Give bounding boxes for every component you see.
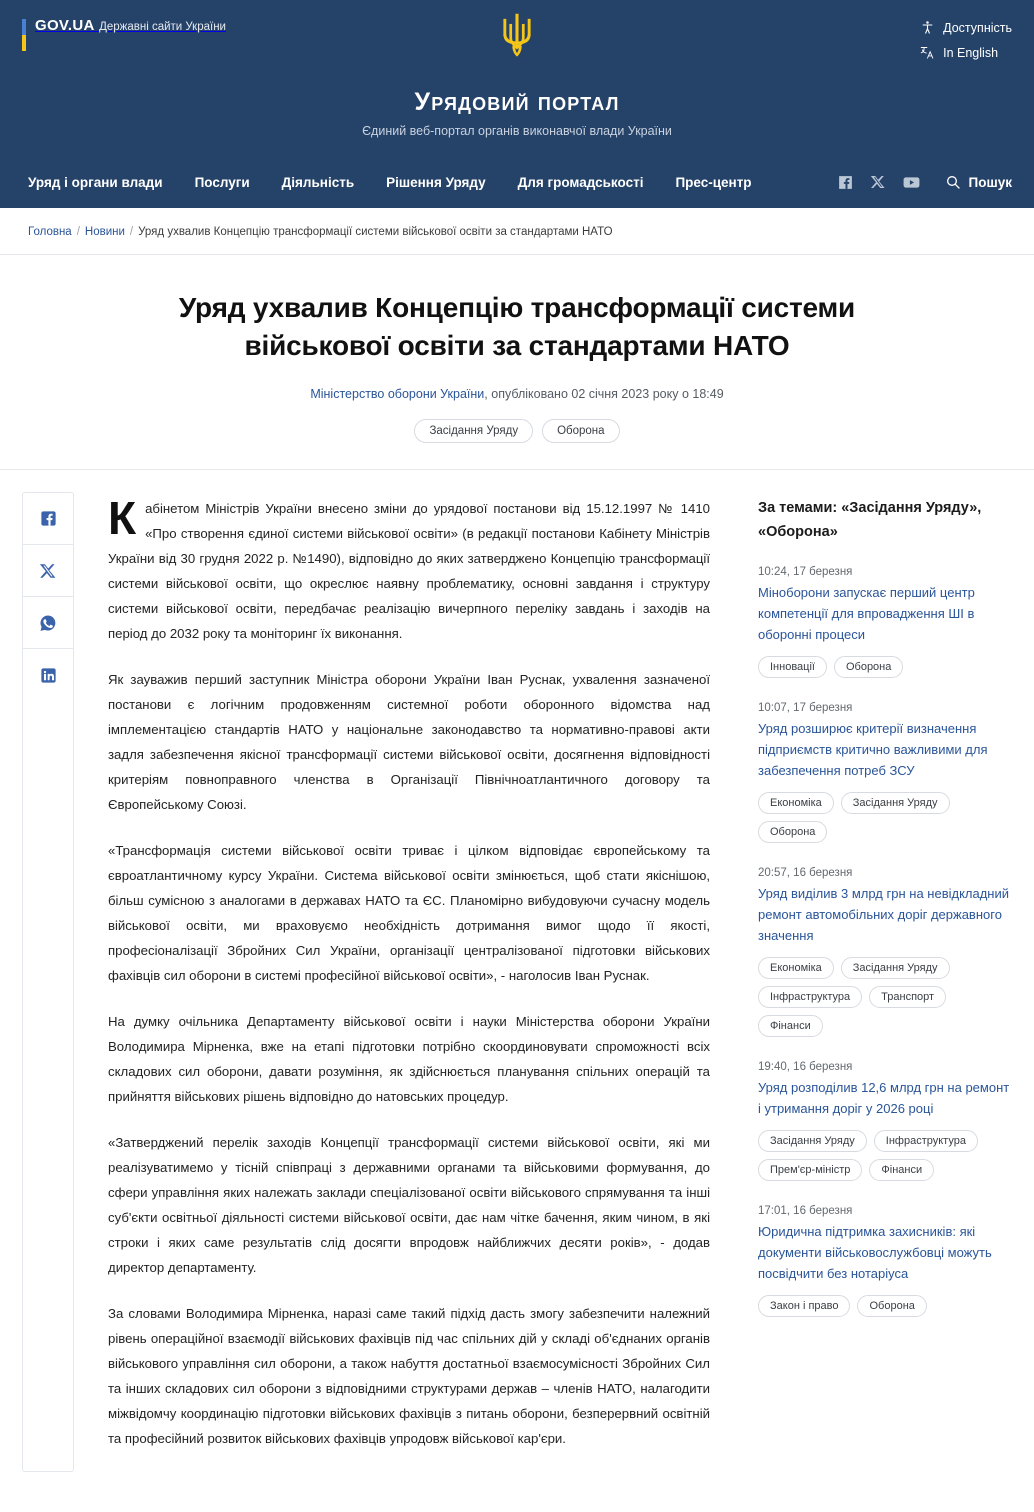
page-title: Уряд ухвалив Концепцію трансформації системи військової освіти за стандартами НАТО: [178, 292, 856, 361]
breadcrumb-separator-2: /: [129, 226, 134, 238]
article-paragraph: За словами Володимира Мірненка, наразі саме такий підхід дасть змогу забезпечити належний рівень операційної взаємодії військових фахівців під час спільних дій у складі об'єднаних органів військового управління сил оборони, а також набуття достатньої взаємосумісності Збройних Сил та інших складових сил оборони з відповідними структурами держав – членів НАТО, налагодити міжвідомчу координацію підготовки військових фахівців з питань оборони, безперервний освітній та професійний розвиток військових фахівців упродовж військової кар'єри.: [108, 1306, 710, 1446]
article-paragraph: Кабінетом Міністрів України внесено зміни до урядової постанови від 15.12.1997 № 1410 «Про створення єдиної системи військової освіти» (в редакції постанови Кабінету Міністрів України від 30 грудня 2022 р. №1490), відповідно до яких затверджено Концепцію трансформації системи військової освіти, що окреслює наявну проблематику, основні завдання і структуру системи військової освіти, передбачає реалізацію вичерпного переліку завдань і заходів на період до 2032 року та моніторинг їх виконання.: [108, 492, 710, 641]
article-source-link[interactable]: Міністерство оборони України: [310, 387, 485, 401]
news-title-link[interactable]: Уряд розширює критерії визначення підприємств критично важливими для забезпечення потреб ЗСУ: [758, 721, 988, 778]
article-published: , опубліковано 02 січня 2023 року о 18:49: [484, 387, 724, 401]
translate-icon: [920, 45, 935, 60]
main-navigation: [0, 156, 1034, 208]
news-title-link[interactable]: Уряд розподілив 12,6 млрд грн на ремонт і утримання доріг у 2026 році: [758, 1080, 1010, 1116]
article-body: [96, 470, 744, 1472]
search-button[interactable]: [945, 174, 1012, 190]
nav-item-activity[interactable]: Діяльність: [281, 174, 355, 190]
share-whatsapp-button[interactable]: [23, 597, 73, 649]
news-tag[interactable]: Економіка: [758, 957, 834, 979]
news-tag-list: [758, 656, 1012, 678]
site-title: Урядовий портал: [414, 88, 620, 116]
article-tags: [120, 419, 914, 443]
govua-title: GOV.UA: [35, 17, 95, 34]
article-tag[interactable]: Засідання Уряду: [414, 419, 533, 443]
breadcrumb-current: Уряд ухвалив Концепцію трансформації системи військової освіти за стандартами НАТО: [138, 226, 613, 238]
news-timestamp: 10:24, 17 березня: [758, 566, 853, 578]
news-tag-list: [758, 1130, 1012, 1181]
news-tag-list: [758, 957, 1012, 1037]
share-x-button[interactable]: [23, 545, 73, 597]
article-meta: [120, 387, 914, 401]
news-tag[interactable]: Прем'єр-міністр: [758, 1159, 862, 1181]
news-tag[interactable]: Інновації: [758, 656, 827, 678]
news-timestamp: 17:01, 16 березня: [758, 1205, 853, 1217]
site-header: [0, 0, 1034, 208]
nav-items: [28, 175, 752, 190]
share-facebook-button[interactable]: [23, 493, 73, 545]
brand-block: [0, 80, 1034, 156]
news-title-link[interactable]: Уряд виділив 3 млрд грн на невідкладний ремонт автомобільних доріг державного значення: [758, 886, 1010, 943]
breadcrumb-news[interactable]: Новини: [84, 226, 125, 238]
list-item: [758, 702, 1012, 843]
share-rail: [0, 470, 96, 1472]
facebook-glyph: [837, 174, 854, 191]
article-paragraph: «Трансформація системи військової освіти триває і цілком відповідає європейському та євроатлантичному курсу України. Система військової освіти змінюється, щоб стати якіснішою, більш сумісною з аналогами в державах НАТО та ЄС. Планомірно вибудовуючи сучасну модель військової освіти, ми враховуємо необхідність дотримання вимог щодо її якості, професіоналізації Збройних Сил України, організації централізованої підготовки військових фахівців сил оборони в системі професійної військової освіти», - наголосив Іван Руснак.: [108, 843, 710, 983]
header-utilities: [920, 16, 1012, 60]
news-tag[interactable]: Оборона: [834, 656, 903, 678]
nav-item-public[interactable]: Для громадськості: [517, 174, 644, 190]
news-tag[interactable]: Економіка: [758, 792, 834, 814]
news-tag[interactable]: Закон і право: [758, 1295, 850, 1317]
govua-flag-bars: [22, 19, 26, 51]
youtube-glyph: [902, 173, 921, 192]
article-tag[interactable]: Оборона: [542, 419, 619, 443]
header-top-bar: [0, 0, 1034, 80]
trident-icon: [500, 12, 534, 58]
news-timestamp: 20:57, 16 березня: [758, 867, 853, 879]
news-tag[interactable]: Фінанси: [869, 1159, 934, 1181]
news-title-link[interactable]: Міноборони запускає перший центр компетенції для впровадження ШІ в оборонні процеси: [758, 585, 975, 642]
news-tag[interactable]: Засідання Уряду: [841, 792, 950, 814]
list-item: [758, 1061, 1012, 1181]
language-switch-button[interactable]: [920, 45, 998, 60]
share-button-column: [22, 492, 74, 1472]
share-linkedin-button[interactable]: [23, 649, 73, 701]
list-item: [758, 1205, 1012, 1317]
language-label: In English: [943, 45, 999, 60]
accessibility-button[interactable]: [920, 20, 1012, 35]
x-glyph: [870, 174, 886, 190]
article-paragraph: Як зауважив перший заступник Міністра оборони України Іван Руснак, ухвалення зазначеної постанови є логічним продовженням системної роботи оборонного відомства над імплементацією стандартів НАТО у національне законодавство та нормативно-правові акти задля забезпечення якісної трансформації системи військової освіти, досягнення відповідності критеріям повноправного членства в Організації Північноатлантичного договору та Європейському Союзі.: [108, 672, 710, 812]
news-timestamp: 10:07, 17 березня: [758, 702, 853, 714]
article-header: [0, 255, 1034, 470]
govua-logo[interactable]: [22, 16, 226, 51]
news-title-link[interactable]: Юридична підтримка захисників: які документи військовослужбовці можуть посвідчити без нотаріуса: [758, 1224, 992, 1281]
nav-item-decisions[interactable]: Рішення Уряду: [386, 174, 486, 190]
article-paragraph: «Затверджений перелік заходів Концепції трансформації системи військової освіти, які ми реалізуватимемо у тісній співпраці з державними органами та військовими формування, до сфери управління яких належать заклади спеціалізованої освіти військового спрямування та інші суб'єкти освітньої діяльності системи військової освіти, дає нам чітке бачення, яким чином, в які строки і яких саме результатів слід досягти впродовж найближчих десяти років», - додав директор департаменту.: [108, 1135, 710, 1275]
list-item: [758, 566, 1012, 678]
related-news-sidebar: [744, 470, 1034, 1472]
x-share-icon: [39, 562, 57, 580]
news-tag[interactable]: Засідання Уряду: [841, 957, 950, 979]
news-tag[interactable]: Фінанси: [758, 1015, 823, 1037]
govua-subtitle: Державні сайти України: [99, 21, 226, 33]
x-icon[interactable]: [870, 174, 886, 190]
news-tag[interactable]: Інфраструктура: [874, 1130, 978, 1152]
accessibility-icon: [920, 20, 935, 35]
linkedin-share-icon: [39, 666, 58, 685]
youtube-icon[interactable]: [902, 173, 921, 192]
news-tag[interactable]: Засідання Уряду: [758, 1130, 867, 1152]
news-timestamp: 19:40, 16 березня: [758, 1061, 853, 1073]
news-tag-list: [758, 1295, 1012, 1317]
content-grid: [0, 470, 1034, 1512]
site-subtitle: Єдиний веб-портал органів виконавчої влади України: [362, 124, 672, 138]
search-label: Пошук: [968, 174, 1012, 190]
news-tag[interactable]: Транспорт: [869, 986, 946, 1008]
list-item: [758, 867, 1012, 1037]
nav-item-press-center[interactable]: Прес-центр: [675, 174, 752, 190]
facebook-share-icon: [39, 509, 58, 528]
whatsapp-share-icon: [38, 613, 58, 633]
news-tag[interactable]: Оборона: [758, 821, 827, 843]
news-tag-list: [758, 792, 1012, 843]
news-tag[interactable]: Інфраструктура: [758, 986, 862, 1008]
news-tag[interactable]: Оборона: [857, 1295, 926, 1317]
nav-item-services[interactable]: Послуги: [194, 174, 250, 190]
breadcrumb-separator-1: /: [76, 226, 80, 238]
breadcrumb: [0, 208, 1034, 255]
accessibility-label: Доступність: [943, 20, 1012, 35]
facebook-icon[interactable]: [837, 174, 854, 191]
nav-right-tools: [837, 173, 1012, 192]
breadcrumb-home[interactable]: Головна: [28, 226, 72, 238]
search-icon: [945, 174, 961, 190]
sidebar-heading: За темами: «Засідання Уряду», «Оборона»: [758, 500, 982, 540]
nav-item-government[interactable]: Уряд і органи влади: [28, 174, 163, 190]
article-paragraph: На думку очільника Департаменту військової освіти і науки Міністерства оборони України Володимира Мірненка, вже на етапі підготовки потрібно скоординовувати спроможності всіх складових сил оборони, давати розуміння, як здійснюється планування спільних операцій та прийняття військових рішень відповідно до натовських процедур.: [108, 1014, 710, 1104]
